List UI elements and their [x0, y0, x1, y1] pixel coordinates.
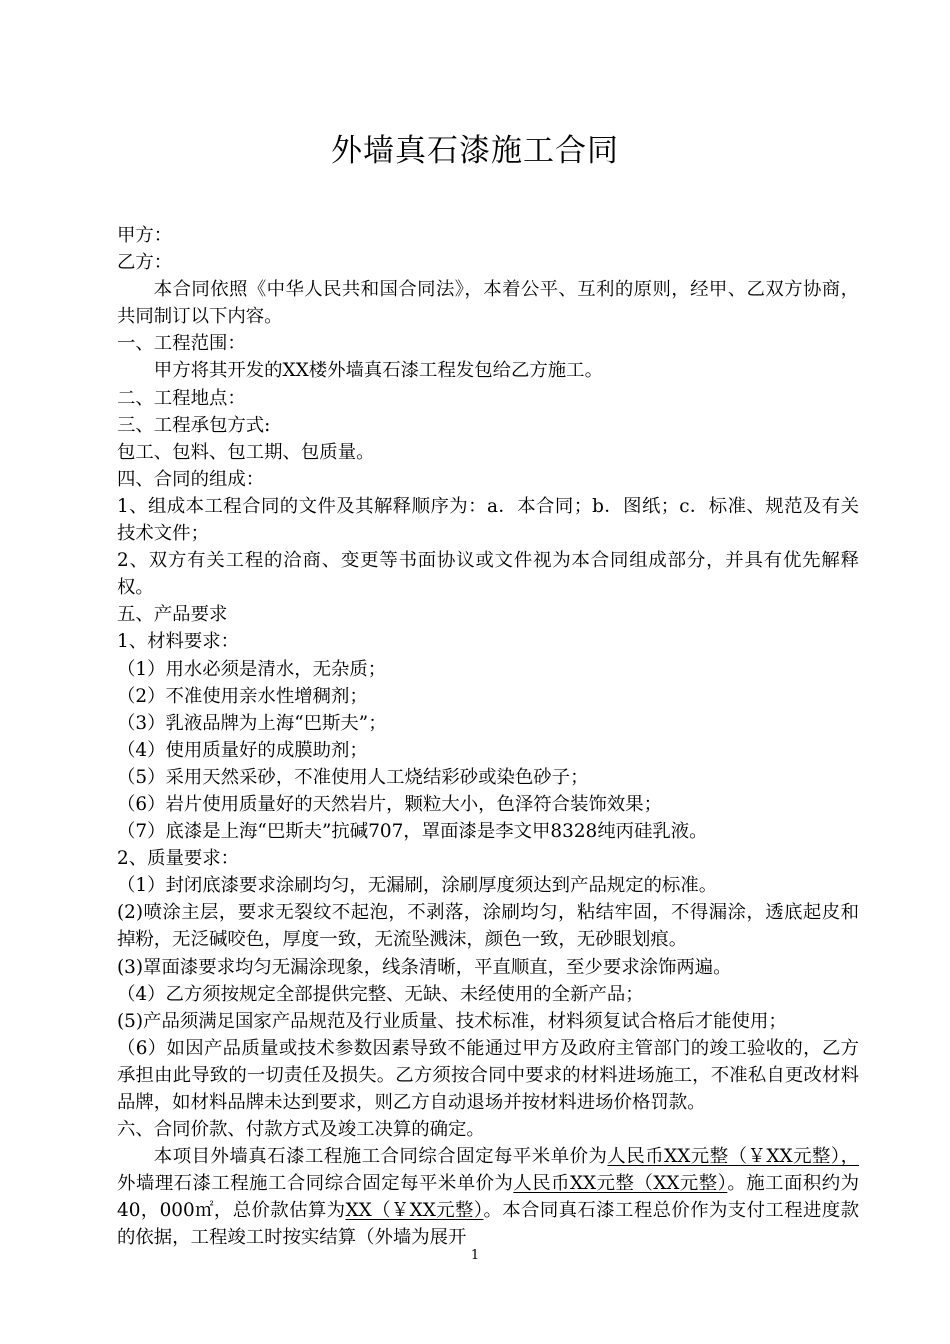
material-item: （4）使用质量好的成膜助剂；	[117, 739, 368, 761]
unit-price-stone-paint: 人民币XX元整（￥XX元整），	[607, 1146, 859, 1168]
party-b-line: 乙方：	[117, 252, 173, 274]
quality-item: （6）如因产品质量或技术参数因素导致不能通过甲方及政府主管部门的竣工验收的，乙方承担由此导致的一切责任及损失。乙方须按合同中要求的材料进场施工，不准私自更改材料品牌，如材料品牌未达到要求，则乙方自动退场并按材料进场价格罚款。	[117, 1037, 859, 1113]
intro-paragraph: 本合同依照《中华人民共和国合同法》，本着公平、互利的原则，经甲、乙双方协商，共同制订以下内容。	[117, 279, 859, 328]
material-item: （6）岩片使用质量好的天然岩片，颗粒大小，色泽符合装饰效果；	[117, 793, 663, 815]
section-4-item: 2、双方有关工程的洽商、变更等书面协议或文件视为本合同组成部分，并具有优先解释权。	[117, 550, 859, 599]
section-2-heading: 二、工程地点：	[117, 387, 246, 409]
section-1-content: 甲方将其开发的XX楼外墙真石漆工程发包给乙方施工。	[153, 360, 603, 382]
section-4-heading: 四、合同的组成：	[117, 468, 265, 490]
material-item: （2）不准使用亲水性增稠剂；	[117, 685, 368, 707]
contract-title: 外墙真石漆施工合同	[331, 133, 619, 169]
quality-item: (3)罩面漆要求均匀无漏涂现象，线条清晰，平直顺直，至少要求涂饰两遍。	[117, 956, 732, 978]
quality-item: (2)喷涂主层，要求无裂纹不起泡，不剥落，涂刷均匀，粘结牢固，不得漏涂，透底起皮和掉粉，无泛碱咬色，厚度一致，无流坠溅沫，颜色一致，无砂眼划痕。	[117, 902, 859, 951]
materials-heading: 1、材料要求：	[117, 631, 240, 653]
section-3-heading: 三、工程承包方式:	[117, 414, 271, 436]
quality-item: (5)产品须满足国家产品规范及行业质量、技术标准，材料须复试合格后才能使用；	[117, 1010, 787, 1032]
section-4-item: 1、组成本工程合同的文件及其解释顺序为：a．本合同；b．图纸；c．标准、规范及有关技术文件；	[117, 495, 859, 545]
price-text: 。本合同真石漆工程总价作为支付工程进度款的依据，工程竣工时按实结算（外墙为展开	[117, 1200, 859, 1249]
material-item: （7）底漆是上海“巴斯夫”抗碱707，罩面漆是李文甲8328纯丙硅乳液。	[117, 821, 708, 843]
total-price: XX（￥XX元整）	[345, 1200, 484, 1222]
section-3-content: 包工、包料、包工期、包质量。	[117, 441, 375, 463]
material-item: （3）乳液品牌为上海“巴斯夫”；	[117, 712, 387, 734]
contract-body	[117, 222, 859, 1252]
page-number: 1	[470, 1248, 480, 1263]
material-item: （1）用水必须是清水，无杂质；	[117, 658, 387, 680]
price-text: 外墙理石漆工程施工合同综合固定每平米单价为	[117, 1173, 514, 1195]
material-item: （5）采用天然采砂，不准使用人工烧结彩砂或染色砂子；	[117, 766, 589, 788]
price-text: 。施工面积约为40，000㎡，总价款估算为	[117, 1173, 859, 1222]
quality-item: （4）乙方须按规定全部提供完整、无缺、未经使用的全新产品；	[117, 983, 644, 1005]
price-text: 本项目外墙真石漆工程施工合同综合固定每平米单价为	[153, 1146, 608, 1168]
section-6-paragraph	[117, 1143, 859, 1251]
party-a-line: 甲方：	[117, 225, 173, 246]
quality-heading: 2、质量要求：	[117, 848, 240, 870]
unit-price-marble-paint: 人民币XX元整（XX元整）	[513, 1173, 728, 1195]
section-5-heading: 五、产品要求	[117, 604, 228, 626]
section-6-heading: 六、合同价款、付款方式及竣工决算的确定。	[117, 1119, 485, 1141]
quality-item: （1）封闭底漆要求涂刷均匀，无漏刷，涂刷厚度须达到产品规定的标准。	[117, 875, 718, 897]
section-1-heading: 一、工程范围：	[117, 333, 246, 355]
